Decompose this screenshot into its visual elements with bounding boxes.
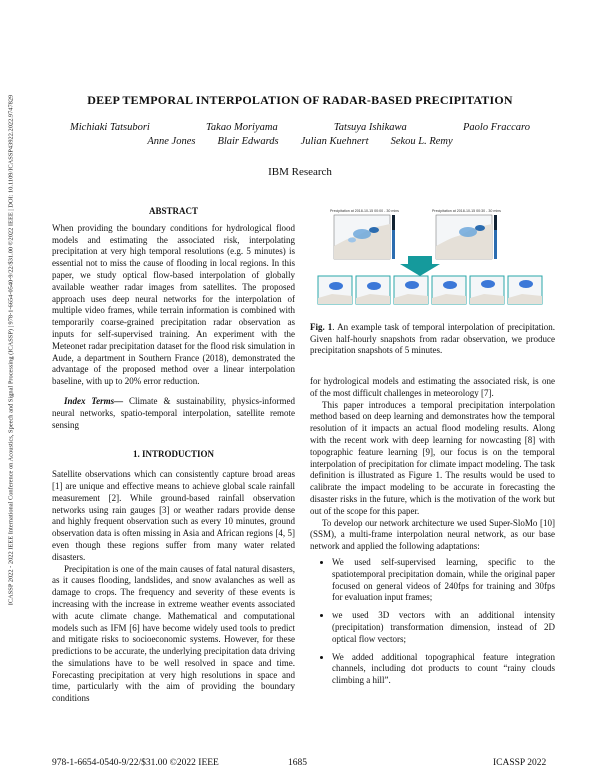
author-name: Takao Moriyama xyxy=(206,122,278,133)
interpolation-arrow xyxy=(400,256,440,276)
list-item: • We used self-supervised learning, specific to the spatiotemporal precipitation domain, while the original paper focused on general videos of 240fps for training and 30fps for evaluation input frames; xyxy=(332,557,555,604)
figure-1 xyxy=(312,206,552,308)
right-paragraph-3: To develop our network architecture we used Super-SloMo [10] (SSM), a multi-frame interpolation neural network, as our base network and applied the following adaptations: xyxy=(310,517,555,552)
adaptation-list xyxy=(310,557,555,687)
doi-sidebar xyxy=(4,70,18,630)
author-list xyxy=(70,122,530,147)
left-column xyxy=(52,206,295,705)
index-terms-text: Climate & sustainability, physics-informed neural networks, spatio-temporal interpolation, satellite remote sensing xyxy=(52,395,295,430)
author-name: Anne Jones xyxy=(147,136,196,147)
affiliation: IBM Research xyxy=(268,166,332,178)
index-terms-label: Index Terms— xyxy=(64,395,124,406)
author-name: Tatsuya Ishikawa xyxy=(333,122,407,133)
doi-sidebar-text: ICASSP 2022 - 2022 IEEE International Conference on Acoustics, Speech and Signal Processing (ICASSP) | 978-1-6654-0540-9/22/$31.00 ©2022 IEEE | DOI: 10.1109/ICASSP43922.2022.9747829 xyxy=(7,94,15,606)
panel-label-b: Precipitation at 2018-10-15 00:30 - 30 mins xyxy=(432,209,501,213)
figure-caption xyxy=(310,322,555,357)
radar-snapshot-top-left xyxy=(330,209,399,259)
index-terms xyxy=(52,396,295,431)
interpolated-frames xyxy=(318,276,542,304)
list-item: • we used 3D vectors with an additional intensity (precipitation) transformation dimension, instead of 2D optical flow vectors; xyxy=(332,610,555,645)
author-name: Sekou L. Remy xyxy=(390,136,453,147)
footer-isbn: 978-1-6654-0540-9/22/$31.00 ©2022 IEEE xyxy=(52,758,219,768)
author-name: Julian Kuehnert xyxy=(300,136,369,147)
figure-caption-label: Fig. 1 xyxy=(310,322,333,332)
figure-caption-text: . An example task of temporal interpolation of precipitation. Given half-hourly snapshots from radar observation, we produce precipitation snapshots of 5 minutes. xyxy=(310,322,555,356)
author-name: Michiaki Tatsubori xyxy=(70,122,150,133)
list-item: • We added additional topographical feature integration channels, including dot products to count “rainy clouds climbing a hill”. xyxy=(332,652,555,687)
radar-snapshot-top-right xyxy=(432,209,501,259)
footer-conference: ICASSP 2022 xyxy=(493,758,547,768)
abstract-text: When providing the boundary conditions for hydrological flood models and estimating the associated risk, interpolating precipitation at very high temporal resolutions (e.g. 5 minutes) is essential not to miss the cause of flooding in local regions. In this paper, we study optical flow-based interpolation of globally available weather radar images from satellites. The proposed approach uses deep neural networks for the interpolation of multiple video frames, while terrain information is combined with temporarily coarse-grained precipitation radar observation as inputs for self-supervised training. An experiment with the Meteonet radar precipitation dataset for the flood risk simulation in Aude, a department in Southern France (2018), demonstrated the advantage of the proposed method over a linear interpolation baseline, with up to 20% error reduction. xyxy=(52,222,295,387)
paper-title: DEEP TEMPORAL INTERPOLATION OF RADAR-BASED PRECIPITATION xyxy=(87,93,513,107)
author-name: Blair Edwards xyxy=(217,136,279,147)
right-column xyxy=(310,376,555,693)
right-paragraph-2: This paper introduces a temporal precipitation interpolation method based on deep learning and demonstrates how the temporal resolution of it impacts an actual flood modeling results. Along with the recent work with deep learning for nowcasting [8] with topographic feature learning [9], our focus is on the temporal interpolation of precipitation for climate impact modeling. The task definition is illustrated as Figure 1. The results would be used to calibrate the impact modeling to be accurate in forecasting the disaster risks in the future, which is the motivation of the work but out of the scope for this paper. xyxy=(310,399,555,516)
author-name: Paolo Fraccaro xyxy=(462,122,530,133)
right-paragraph-1: for hydrological models and estimating the associated risk, is one of the most difficult challenges in meteorology [7]. xyxy=(310,376,555,398)
page-number: 1685 xyxy=(288,758,307,768)
intro-paragraph-2: Precipitation is one of the main causes of fatal natural disasters, as it causes flooding, landslides, and snow avalanches as well as damage to crops. The frequency and severity of these events is increasing with the increase in extreme weather events associated with acute climate change. Mathematical and computational models such as IFM [6] have become widely used tools to predict and mitigate risks to socioeconomic systems. However, for these predictions to be accurate, the underlying precipitation data driving the simulations have to be well resolved in space and time. Forecasting precipitation at very high resolutions in space and time, particularly with the aim of providing the boundary conditions xyxy=(52,563,295,704)
abstract-heading: ABSTRACT xyxy=(148,206,198,216)
intro-paragraph-1: Satellite observations which can consistently capture broad areas [1] are unique and effective means to achieve global scale rainfall measurement [2]. While ground-based rainfall observation networks using rain gauges [3] or weather radars provide dense and highly frequent observation such as every 10 minutes, ground observation data is often missing in Asia and African regions [4, 5] even though these regions suffer from many water related disasters. xyxy=(52,469,295,562)
introduction-heading: 1. INTRODUCTION xyxy=(132,449,214,460)
panel-label-a: Precipitation at 2018-10-15 00:00 - 30 mins xyxy=(330,209,399,213)
